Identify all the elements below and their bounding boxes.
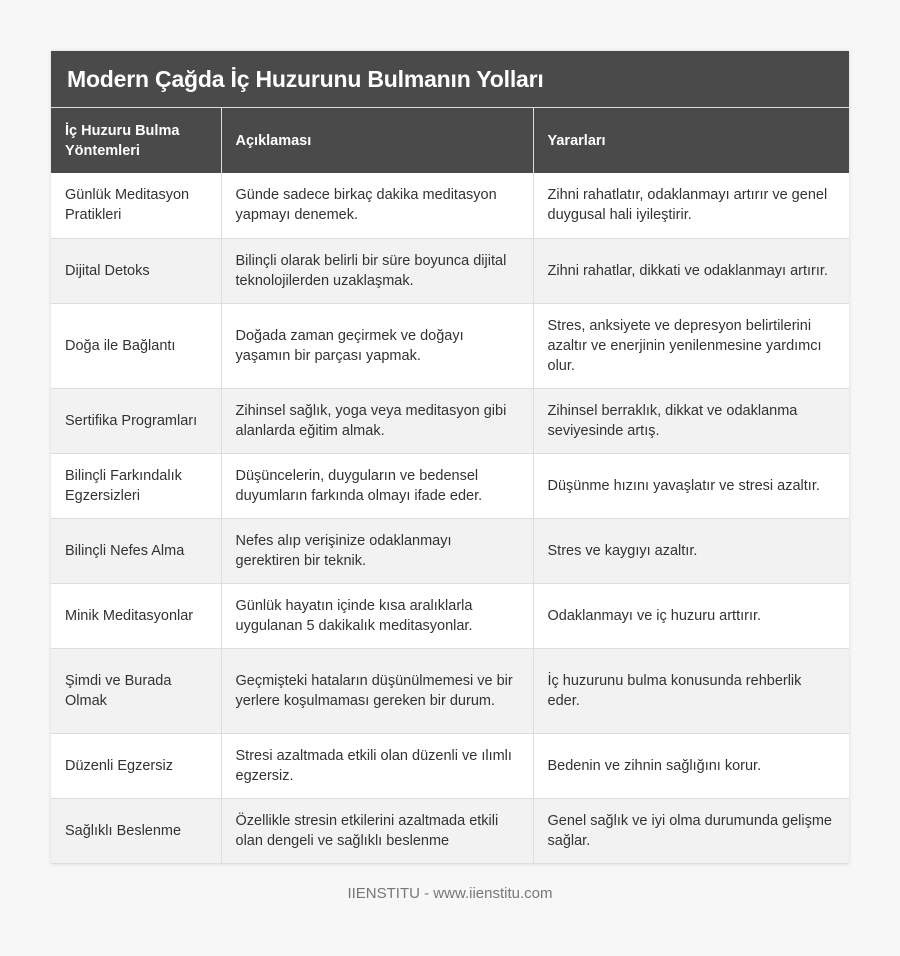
cell-benefits: Genel sağlık ve iyi olma durumunda gelişme sağlar.	[533, 798, 849, 863]
table-row	[51, 453, 849, 518]
table-row	[51, 303, 849, 388]
cell-method: Şimdi ve Burada Olmak	[51, 648, 221, 733]
cell-description: Günlük hayatın içinde kısa aralıklarla uygulanan 5 dakikalık meditasyonlar.	[221, 583, 533, 648]
table-card	[51, 51, 849, 864]
cell-description: Günde sadece birkaç dakika meditasyon yapmayı denemek.	[221, 173, 533, 238]
cell-method: Bilinçli Farkındalık Egzersizleri	[51, 453, 221, 518]
cell-description: Düşüncelerin, duyguların ve bedensel duyumların farkında olmayı ifade eder.	[221, 453, 533, 518]
cell-benefits: Düşünme hızını yavaşlatır ve stresi azaltır.	[533, 453, 849, 518]
cell-method: Minik Meditasyonlar	[51, 583, 221, 648]
column-header-description: Açıklaması	[221, 108, 533, 173]
cell-benefits: Zihni rahatlar, dikkati ve odaklanmayı artırır.	[533, 238, 849, 303]
cell-description: Zihinsel sağlık, yoga veya meditasyon gibi alanlarda eğitim almak.	[221, 388, 533, 453]
cell-description: Stresi azaltmada etkili olan düzenli ve ılımlı egzersiz.	[221, 733, 533, 798]
cell-benefits: Zihinsel berraklık, dikkat ve odaklanma seviyesinde artış.	[533, 388, 849, 453]
cell-method: Bilinçli Nefes Alma	[51, 518, 221, 583]
table-row	[51, 648, 849, 733]
table-row	[51, 583, 849, 648]
methods-table	[51, 108, 849, 864]
column-header-benefits: Yararları	[533, 108, 849, 173]
table-row	[51, 518, 849, 583]
cell-method: Düzenli Egzersiz	[51, 733, 221, 798]
cell-method: Günlük Meditasyon Pratikleri	[51, 173, 221, 238]
column-header-method: İç Huzuru Bulma Yöntemleri	[51, 108, 221, 173]
cell-description: Nefes alıp verişinize odaklanmayı gerektiren bir teknik.	[221, 518, 533, 583]
cell-benefits: Zihni rahatlatır, odaklanmayı artırır ve genel duygusal hali iyileştirir.	[533, 173, 849, 238]
cell-benefits: Bedenin ve zihnin sağlığını korur.	[533, 733, 849, 798]
cell-method: Sağlıklı Beslenme	[51, 798, 221, 863]
cell-description: Geçmişteki hataların düşünülmemesi ve bir yerlere koşulmaması gereken bir durum.	[221, 648, 533, 733]
table-row	[51, 798, 849, 863]
table-title: Modern Çağda İç Huzurunu Bulmanın Yolları	[51, 51, 849, 108]
cell-method: Sertifika Programları	[51, 388, 221, 453]
table-row	[51, 388, 849, 453]
cell-benefits: Stres ve kaygıyı azaltır.	[533, 518, 849, 583]
table-row	[51, 238, 849, 303]
cell-description: Bilinçli olarak belirli bir süre boyunca dijital teknolojilerden uzaklaşmak.	[221, 238, 533, 303]
footer-credit: IIENSTITU - www.iienstitu.com	[347, 885, 553, 902]
table-row	[51, 733, 849, 798]
table-row	[51, 173, 849, 238]
cell-benefits: Odaklanmayı ve iç huzuru arttırır.	[533, 583, 849, 648]
cell-benefits: İç huzurunu bulma konusunda rehberlik eder.	[533, 648, 849, 733]
cell-method: Doğa ile Bağlantı	[51, 303, 221, 388]
header-row	[51, 108, 849, 173]
cell-benefits: Stres, anksiyete ve depresyon belirtilerini azaltır ve enerjinin yenilenmesine yardımcı olur.	[533, 303, 849, 388]
cell-description: Özellikle stresin etkilerini azaltmada etkili olan dengeli ve sağlıklı beslenme	[221, 798, 533, 863]
cell-description: Doğada zaman geçirmek ve doğayı yaşamın bir parçası yapmak.	[221, 303, 533, 388]
cell-method: Dijital Detoks	[51, 238, 221, 303]
